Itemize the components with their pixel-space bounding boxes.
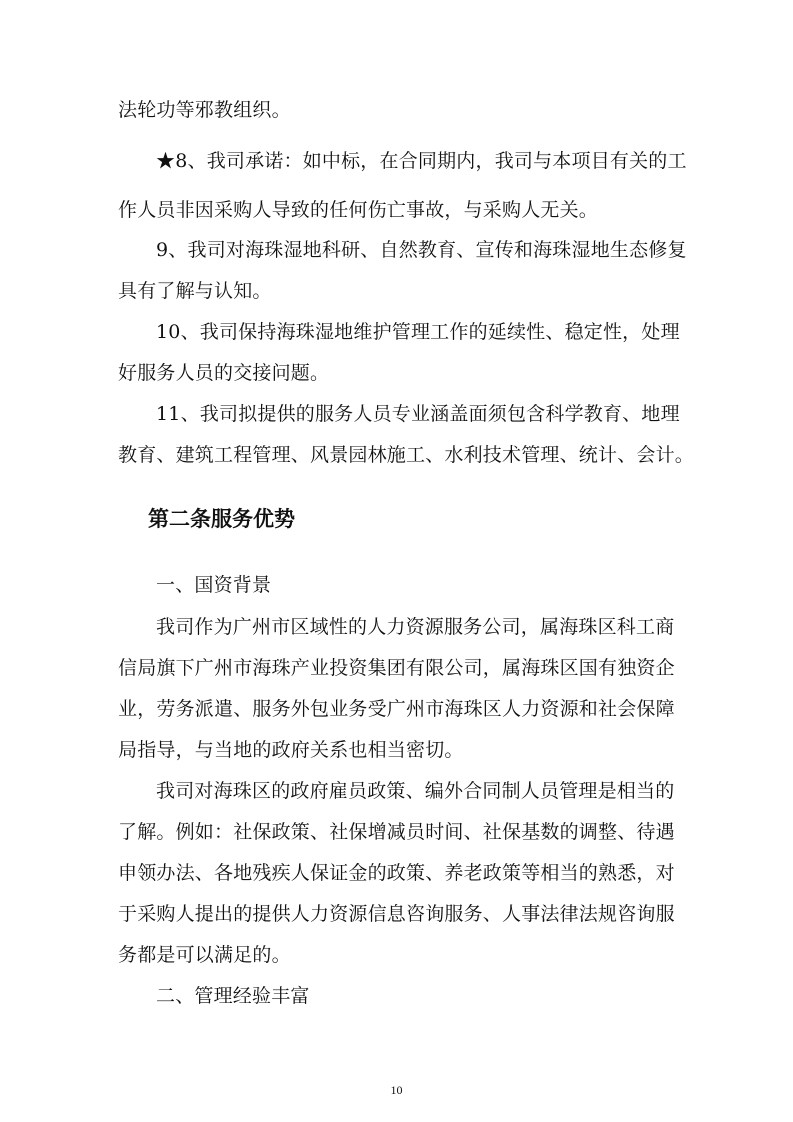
text-line: 法轮功等邪教组织。	[118, 99, 291, 121]
text-line: 于采购人提出的提供人力资源信息咨询服务、人事法律法规咨询服	[118, 903, 675, 925]
text-line: 好服务人员的交接问题。	[118, 362, 330, 384]
text-line: 10、我司保持海珠湿地维护管理工作的延续性、稳定性，处理	[156, 321, 680, 343]
text-line: 我司对海珠区的政府雇员政策、编外合同制人员管理是相当的	[156, 780, 675, 802]
text-line: 务都是可以满足的。	[118, 944, 291, 966]
subsection-title: 一、国资背景	[156, 574, 272, 596]
text-line: 11、我司拟提供的服务人员专业涵盖面须包含科学教育、地理	[156, 403, 680, 425]
text-line: 业，劳务派遣、服务外包业务受广州市海珠区人力资源和社会保障	[118, 698, 675, 720]
text-line: 作人员非因采购人导致的任何伤亡事故，与采购人无关。	[118, 199, 599, 221]
section-heading: 第二条服务优势	[148, 506, 295, 531]
text-line: 教育、建筑工程管理、风景园林施工、水利技术管理、统计、会计。	[118, 444, 695, 466]
text-line: 具有了解与认知。	[118, 280, 272, 302]
text-line: 了解。例如：社保政策、社保增减员时间、社保基数的调整、待遇	[118, 821, 675, 843]
text-line: ★8、我司承诺：如中标，在合同期内，我司与本项目有关的工	[156, 150, 687, 172]
text-line: 局指导，与当地的政府关系也相当密切。	[118, 739, 464, 761]
page-number: 10	[390, 1083, 403, 1097]
subsection-title: 二、管理经验丰富	[156, 985, 310, 1007]
text-line: 9、我司对海珠湿地科研、自然教育、宣传和海珠湿地生态修复	[156, 239, 687, 261]
text-line: 申领办法、各地残疾人保证金的政策、养老政策等相当的熟悉，对	[118, 862, 675, 884]
text-line: 信局旗下广州市海珠产业投资集团有限公司，属海珠区国有独资企	[118, 657, 675, 679]
text-line: 我司作为广州市区域性的人力资源服务公司，属海珠区科工商	[156, 616, 675, 638]
